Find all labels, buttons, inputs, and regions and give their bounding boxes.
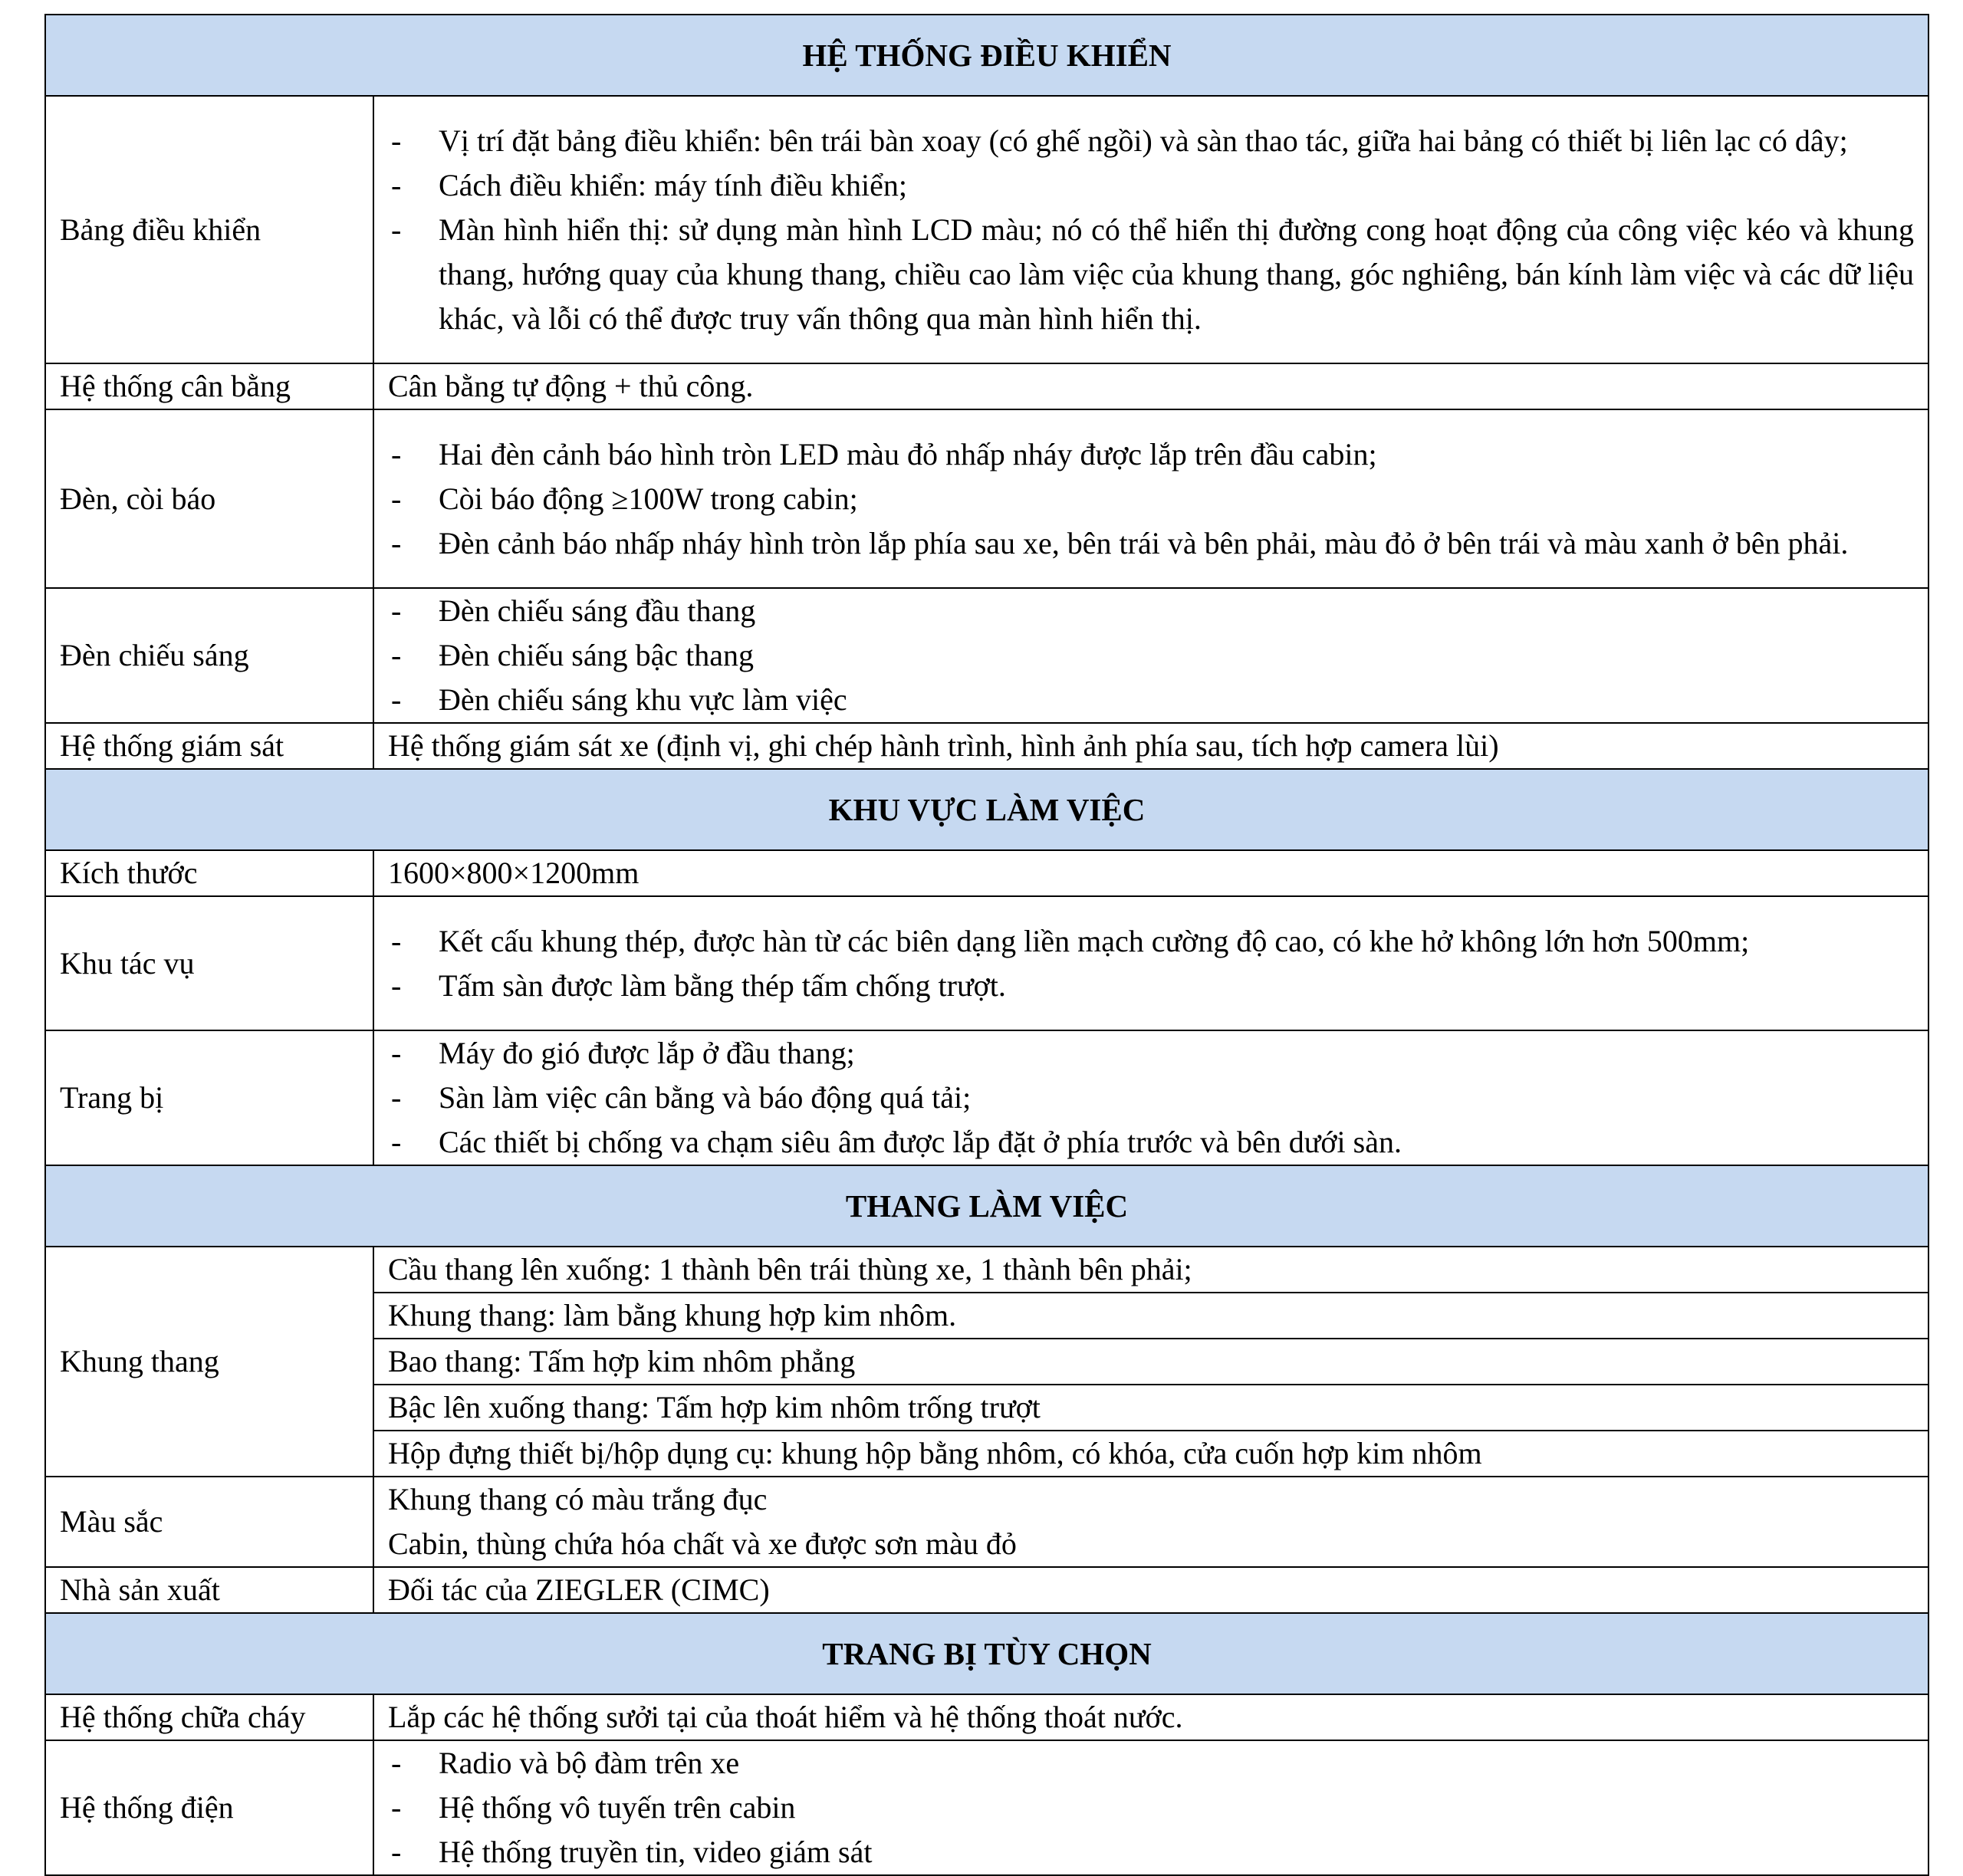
content-line: Khung thang có màu trắng đục [388,1482,768,1516]
table-row [45,96,1928,363]
section-header-control-system [45,15,1928,96]
table-row [45,588,1928,723]
row-label: Màu sắc [45,1477,373,1567]
list-item: - Hệ thống truyền tin, video giám sát [388,1830,1914,1874]
row-content: Bao thang: Tấm hợp kim nhôm phẳng [373,1339,1928,1385]
row-label: Đèn chiếu sáng [45,588,373,723]
table-row [45,1567,1928,1613]
row-label: Trang bị [45,1030,373,1165]
row-label: Nhà sản xuất [45,1567,373,1613]
spec-table [44,14,1929,1876]
list-item: - Tấm sàn được làm bằng thép tấm chống trượt. [388,964,1914,1008]
list-item: - Sàn làm việc cân bằng và báo động quá tải; [388,1076,1914,1120]
row-content [373,409,1928,588]
section-header-optional-equipment [45,1613,1928,1694]
row-label: Khu tác vụ [45,896,373,1030]
table-row [45,1247,1928,1293]
list-item: - Còi báo động ≥100W trong cabin; [388,477,1914,521]
row-content: Bậc lên xuống thang: Tấm hợp kim nhôm trống trượt [373,1385,1928,1431]
section-title: HỆ THỐNG ĐIỀU KHIỂN [45,15,1928,96]
section-title: THANG LÀM VIỆC [45,1165,1928,1247]
row-content [373,896,1928,1030]
list-item: - Radio và bộ đàm trên xe [388,1741,1914,1786]
row-content [373,1740,1928,1875]
row-label: Khung thang [45,1247,373,1477]
row-content: Cân bằng tự động + thủ công. [373,363,1928,409]
table-row [45,1740,1928,1875]
list-item: - Màn hình hiển thị: sử dụng màn hình LCD màu; nó có thể hiển thị đường cong hoạt động của công việc kéo và khung thang, hướng quay của khung thang, chiều cao làm việc của khung thang, góc nghiêng, bán kính làm việc và các dữ liệu khác, và lỗi có thể được truy vấn thông qua màn hình hiển thị. [388,208,1914,341]
row-content: 1600×800×1200mm [373,850,1928,896]
row-content: Hệ thống giám sát xe (định vị, ghi chép hành trình, hình ảnh phía sau, tích hợp camera lùi) [373,723,1928,769]
row-content [373,1477,1928,1567]
list-item: - Máy đo gió được lắp ở đầu thang; [388,1031,1914,1076]
row-content [373,588,1928,723]
list-item: - Hai đèn cảnh báo hình tròn LED màu đỏ nhấp nháy được lắp trên đầu cabin; [388,432,1914,477]
list-item: - Hệ thống vô tuyến trên cabin [388,1786,1914,1830]
list-item: - Đèn chiếu sáng bậc thang [388,633,1914,678]
table-row [45,896,1928,1030]
content-line: Cabin, thùng chứa hóa chất và xe được sơn màu đỏ [388,1526,1017,1561]
list-item: - Đèn cảnh báo nhấp nháy hình tròn lắp phía sau xe, bên trái và bên phải, màu đỏ ở bên trái và màu xanh ở bên phải. [388,521,1914,566]
row-content: Khung thang: làm bằng khung hợp kim nhôm. [373,1293,1928,1339]
row-content: Cầu thang lên xuống: 1 thành bên trái thùng xe, 1 thành bên phải; [373,1247,1928,1293]
table-row [45,1694,1928,1740]
row-label: Đèn, còi báo [45,409,373,588]
row-content [373,96,1928,363]
row-label: Hệ thống giám sát [45,723,373,769]
list-item: - Các thiết bị chống va chạm siêu âm được lắp đặt ở phía trước và bên dưới sàn. [388,1120,1914,1165]
row-label: Hệ thống chữa cháy [45,1694,373,1740]
row-label: Hệ thống cân bằng [45,363,373,409]
spec-sheet [44,14,1928,1876]
table-row [45,409,1928,588]
table-row [45,1477,1928,1567]
row-label: Hệ thống điện [45,1740,373,1875]
section-title: KHU VỰC LÀM VIỆC [45,769,1928,850]
row-content: Hộp đựng thiết bị/hộp dụng cụ: khung hộp bằng nhôm, có khóa, cửa cuốn hợp kim nhôm [373,1431,1928,1477]
row-label: Bảng điều khiển [45,96,373,363]
list-item: - Đèn chiếu sáng đầu thang [388,589,1914,633]
table-row [45,1030,1928,1165]
row-content: Đối tác của ZIEGLER (CIMC) [373,1567,1928,1613]
list-item: - Vị trí đặt bảng điều khiển: bên trái bàn xoay (có ghế ngồi) và sàn thao tác, giữa hai bảng có thiết bị liên lạc có dây; [388,119,1914,163]
section-header-ladder [45,1165,1928,1247]
row-content: Lắp các hệ thống sưởi tại của thoát hiểm và hệ thống thoát nước. [373,1694,1928,1740]
section-title: TRANG BỊ TÙY CHỌN [45,1613,1928,1694]
table-row [45,723,1928,769]
table-row [45,850,1928,896]
section-header-work-area [45,769,1928,850]
list-item: - Cách điều khiển: máy tính điều khiển; [388,163,1914,208]
table-row [45,363,1928,409]
list-item: - Đèn chiếu sáng khu vực làm việc [388,678,1914,722]
row-label: Kích thước [45,850,373,896]
list-item: - Kết cấu khung thép, được hàn từ các biên dạng liền mạch cường độ cao, có khe hở không lớn hơn 500mm; [388,919,1914,964]
row-content [373,1030,1928,1165]
